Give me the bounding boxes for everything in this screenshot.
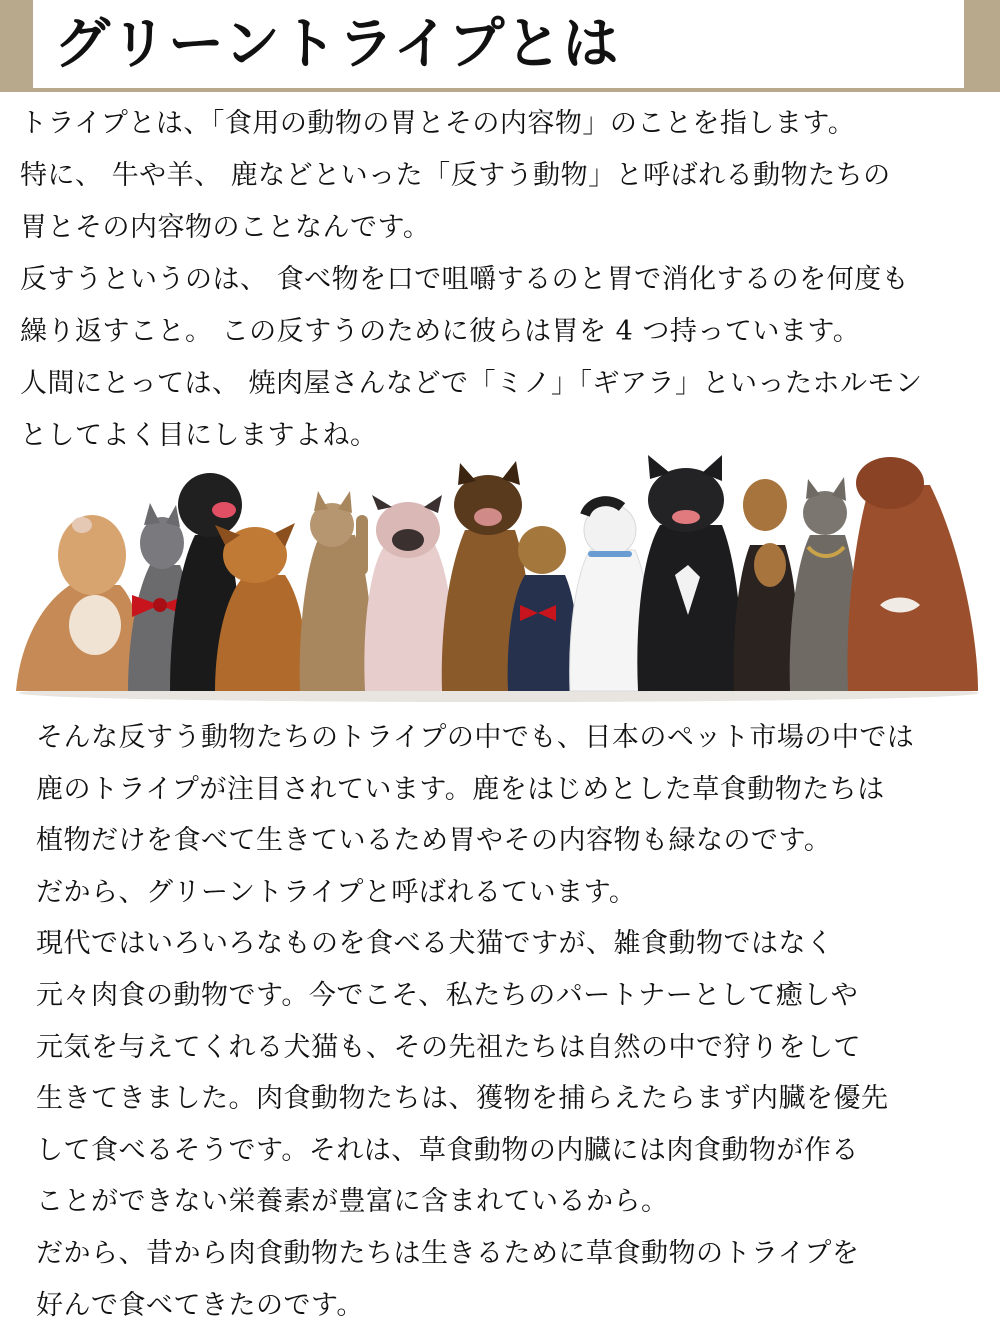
intro-paragraph — [20, 98, 923, 462]
intro-line: 反すうというのは、 食べ物を口で咀嚼するのと胃で消化するのを何度も — [20, 264, 910, 295]
body-line: だから、グリーントライプと呼ばれるています。 — [36, 876, 637, 908]
body-line: だから、昔から肉食動物たちは生きるために草食動物のトライプを — [36, 1237, 860, 1269]
intro-line: 特に、 牛や羊、 鹿などといった「反すう動物」と呼ばれる動物たちの — [20, 160, 891, 191]
body-paragraph — [36, 712, 914, 1331]
pets-illustration — [10, 455, 988, 705]
body-line: 現代ではいろいろなものを食べる犬猫ですが、雑食動物ではなく — [36, 928, 834, 960]
body-line: ことができない栄養素が豊富に含まれているから。 — [36, 1186, 669, 1218]
body-line: 植物だけを食べて生きているため胃やその内容物も緑なのです。 — [36, 825, 832, 857]
standing-yorkie-figure — [734, 479, 798, 691]
yorkie-figure — [508, 526, 578, 691]
mastiff-figure — [847, 457, 978, 691]
tan-dog-figure — [215, 523, 306, 691]
body-line: 元気を与えてくれる犬猫も、その先祖たちは自然の中で狩りをして — [36, 1031, 861, 1063]
intro-line: トライプとは、「食用の動物の胃とその内容物」のことを指します。 — [20, 108, 856, 139]
body-line: 元々肉食の動物です。今でこそ、私たちのパートナーとして癒しや — [36, 979, 859, 1011]
body-line: 生きてきました。肉食動物たちは、獲物を捕らえたらまず内臓を優先 — [36, 1083, 889, 1115]
body-line: して食べるそうです。それは、草食動物の内臓には肉食動物が作る — [36, 1134, 859, 1166]
pets-photo — [10, 455, 988, 705]
body-line: 鹿のトライプが注目されています。鹿をはじめとした草食動物たちは — [36, 773, 885, 805]
intro-line: 繰り返すこと。 この反すうのために彼らは胃を 4 つ持っています。 — [20, 316, 861, 347]
french-bulldog-figure — [637, 455, 741, 691]
body-line: 好んで食べてきたのです。 — [36, 1289, 364, 1321]
intro-line: としてよく目にしますよね。 — [20, 420, 378, 451]
header-band — [0, 0, 1000, 92]
body-line: そんな反すう動物たちのトライプの中でも、日本のペット市場の中では — [36, 722, 915, 753]
intro-line: 人間にとっては、 焼肉屋さんなどで「ミノ」「ギアラ」といったホルモン — [20, 368, 923, 399]
tabby-cat-figure — [300, 491, 372, 691]
bulldog-figure — [16, 515, 142, 691]
page-title: グリーントライプとは — [54, 11, 620, 77]
intro-line: 胃とその内容物のことなんです。 — [20, 212, 431, 243]
